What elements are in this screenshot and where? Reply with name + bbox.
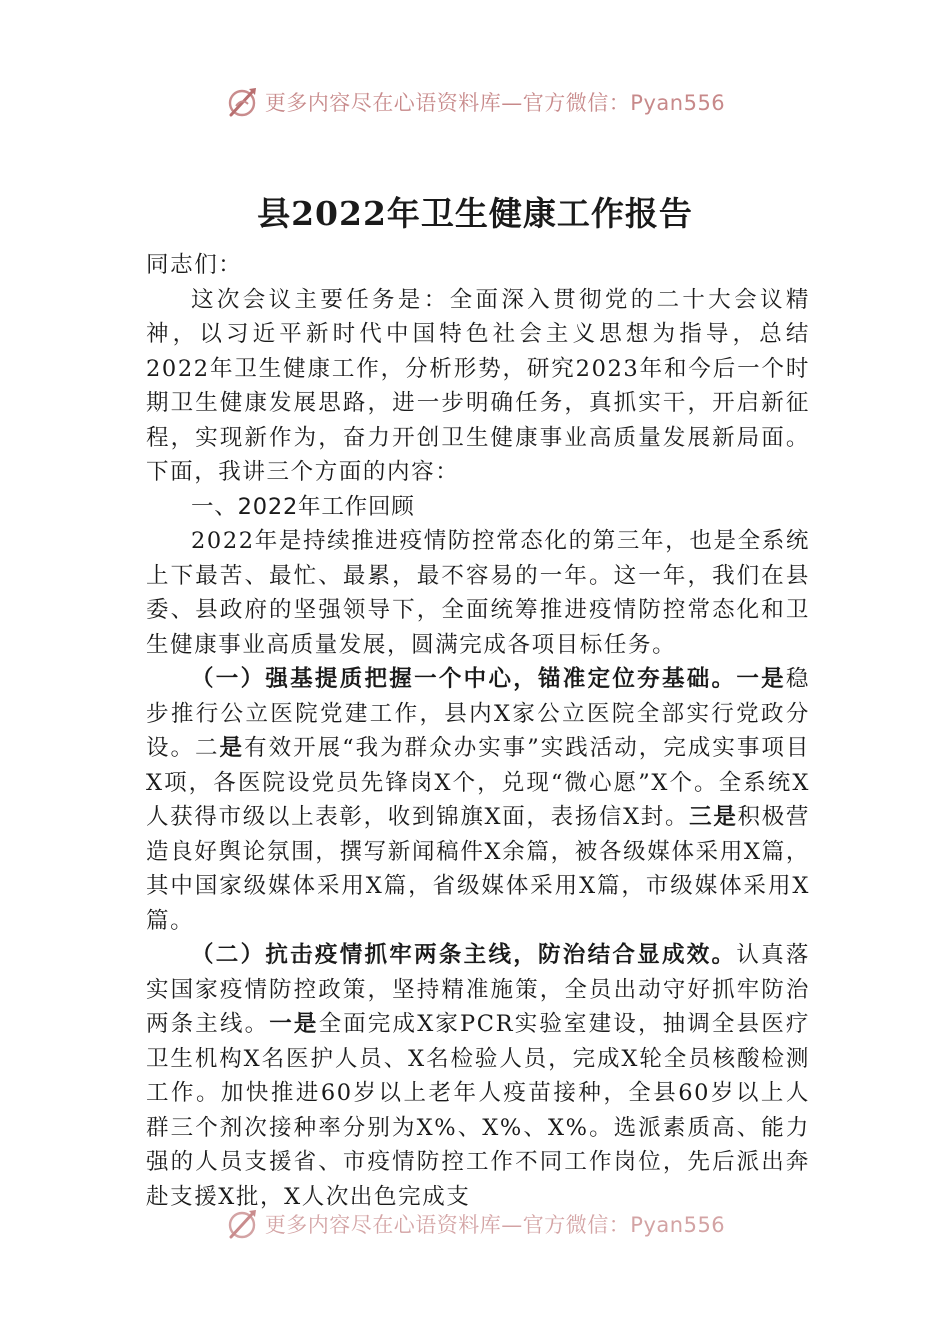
- section-heading-1: 一、2022年工作回顾: [191, 493, 415, 520]
- section1-summary: 2022年是持续推进疫情防控常态化的第三年，也是全系统上下最苦、最忙、最累，最不容易的一年。这一年，我们在县委、县政府的坚强领导下，全面统筹推进疫情防控常态化和卫生健康事业高质量发展，圆满完成各项目标任务。: [146, 528, 810, 658]
- part1-heading: （一）强基提质把握一个中心，锚准定位夯基础。: [191, 666, 737, 692]
- part1-marker-2: 是: [219, 735, 245, 761]
- part2-marker-1: 一是: [269, 1011, 319, 1037]
- watermark-text: 更多内容尽在心语资料库—官方微信：Pyan556: [264, 91, 726, 115]
- watermark-footer: [0, 1206, 950, 1242]
- greeting: 同志们：: [146, 252, 243, 278]
- part2-paragraph: [146, 938, 810, 1214]
- part1-text-3: 积极营造良好舆论氛围，撰写新闻稿件X余篇，被各级媒体采用X篇，其中国家级媒体采用X篇，省级媒体采用X篇，市级媒体采用X篇。: [146, 804, 810, 934]
- part1-marker-3: 三是: [689, 804, 738, 830]
- part1-marker-1: 一是: [736, 666, 786, 692]
- brush-logo-icon: [225, 1207, 259, 1241]
- part2-text-0: 认真落实国家疫情防控政策，坚持精准施策，全员出动守好抓牢防治两条主线。: [146, 942, 810, 1037]
- intro-paragraph: 这次会议主要任务是：全面深入贯彻党的二十大会议精神，以习近平新时代中国特色社会主义思想为指导，总结2022年卫生健康工作，分析形势，研究2023年和今后一个时期卫生健康发展思路，进一步明确任务，真抓实干，开启新征程，实现新作为，奋力开创卫生健康事业高质量发展新局面。下面，我讲三个方面的内容：: [146, 286, 810, 485]
- document-body: [146, 248, 810, 1214]
- part1-paragraph: [146, 662, 810, 938]
- part2-heading: （二）抗击疫情抓牢两条主线，防治结合显成效。: [191, 942, 737, 968]
- part1-text-2: 有效开展“我为群众办实事”实践活动，完成实事项目X项，各医院设党员先锋岗X个，兑现“微心愿”X个。全系统X人获得市级以上表彰，收到锦旗X面，表扬信X封。: [146, 735, 810, 830]
- watermark-text: 更多内容尽在心语资料库—官方微信：Pyan556: [264, 1213, 726, 1237]
- brush-logo-icon: [225, 85, 259, 119]
- page-title: 县2022年卫生健康工作报告: [257, 194, 693, 233]
- part2-text-1: 全面完成X家PCR实验室建设，抽调全县医疗卫生机构X名医护人员、X名检验人员，完成X轮全员核酸检测工作。加快推进60岁以上老年人疫苗接种，全县60岁以上人群三个剂次接种率分别为X%、X%、X%。选派素质高、能力强的人员支援省、市疫情防控工作不同工作岗位，先后派出奔赴支援X批，X人次出色完成支: [146, 1011, 810, 1210]
- watermark-header: [0, 82, 950, 122]
- part1-text-1: 稳步推行公立医院党建工作，县内X家公立医院全部实行党政分设。二: [146, 666, 810, 761]
